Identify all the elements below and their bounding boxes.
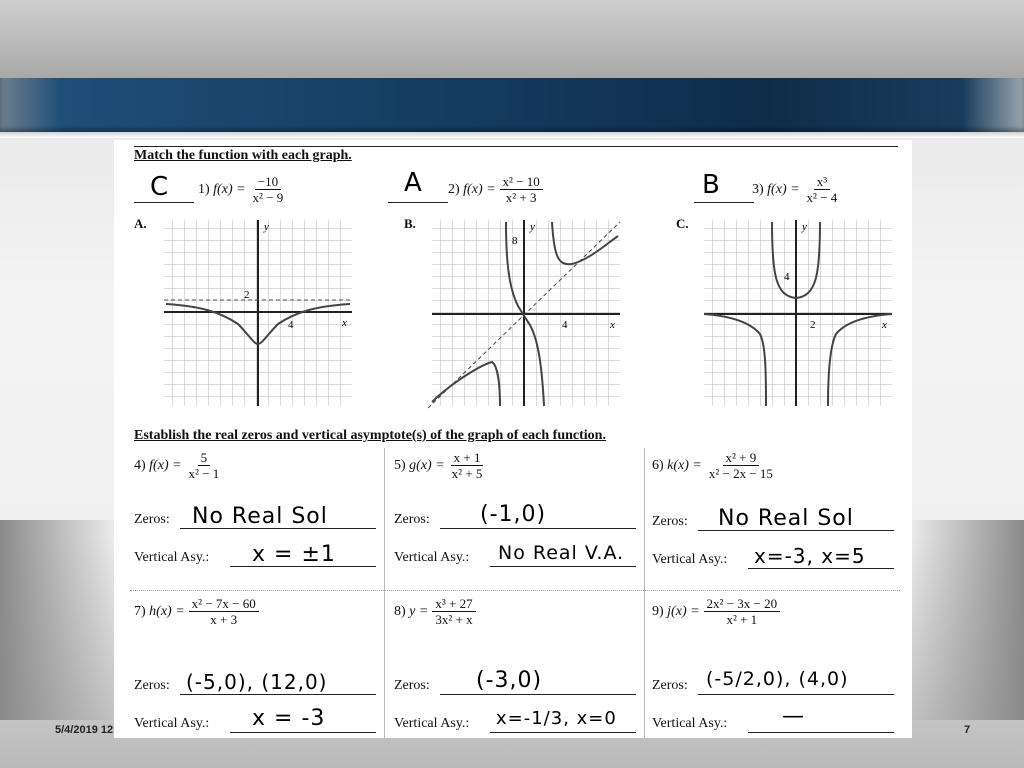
va-label: Vertical Asy.: — [394, 716, 470, 731]
denominator: 3x² + x — [435, 612, 473, 627]
graph-b — [428, 216, 624, 410]
function-lhs: f(x) = — [767, 181, 800, 197]
numerator: −10 — [255, 174, 281, 190]
va-blank-8 — [490, 732, 636, 733]
va-blank-6 — [748, 568, 894, 569]
function-lhs: g(x) = — [409, 457, 445, 473]
problem-4 — [134, 450, 222, 481]
denominator: x² + 3 — [505, 190, 537, 205]
zeros-label: Zeros: — [134, 512, 170, 527]
zeros-blank-9 — [698, 694, 894, 695]
fraction — [500, 174, 543, 205]
problem-number: 4) — [134, 457, 146, 473]
zeros-answer-8: (-3,0) — [476, 668, 543, 693]
zeros-label: Zeros: — [652, 514, 688, 529]
footer-page-number: 7 — [964, 724, 971, 736]
footer-date: 5/4/2019 12 — [55, 724, 114, 736]
numerator: x + 1 — [451, 450, 484, 466]
graph-a — [160, 216, 356, 410]
section2-title: Establish the real zeros and vertical asymptote(s) of the graph of each function. — [134, 428, 606, 443]
y-mark: 2 — [244, 289, 250, 301]
problem-number: 7) — [134, 603, 146, 619]
fraction — [250, 174, 287, 205]
fraction — [704, 596, 781, 627]
function-lhs: f(x) = — [463, 181, 496, 197]
denominator: x + 3 — [210, 612, 238, 627]
problem-number: 9) — [652, 603, 664, 619]
slide-title-band — [0, 78, 1024, 132]
denominator: x² + 1 — [726, 612, 758, 627]
zeros-blank-7 — [180, 694, 376, 695]
function-lhs: f(x) = — [213, 181, 246, 197]
va-answer-9: — — [782, 704, 805, 729]
denominator: x² + 5 — [451, 466, 483, 481]
va-answer-8: x=-1/3, x=0 — [496, 708, 617, 729]
problem-9 — [652, 596, 780, 627]
worksheet-image — [114, 140, 912, 738]
zeros-label: Zeros: — [394, 678, 430, 693]
zeros-blank-5 — [440, 528, 636, 529]
match-problem-3 — [752, 174, 840, 205]
va-label: Vertical Asy.: — [394, 550, 470, 565]
x-mark: 4 — [562, 319, 568, 331]
problem-7 — [134, 596, 259, 627]
zeros-blank-8 — [440, 694, 636, 695]
zeros-label: Zeros: — [394, 512, 430, 527]
x-axis-label: x — [882, 319, 887, 331]
x-axis-label: x — [610, 319, 615, 331]
zeros-answer-9: (-5/2,0), (4,0) — [706, 668, 849, 690]
section1-title: Match the function with each graph. — [134, 148, 352, 163]
problem-number: 1) — [198, 181, 210, 197]
x-mark: 4 — [288, 319, 294, 331]
va-answer-5: No Real V.A. — [498, 542, 625, 564]
function-lhs: h(x) = — [149, 603, 185, 619]
va-label: Vertical Asy.: — [134, 716, 210, 731]
zeros-answer-7: (-5,0), (12,0) — [186, 670, 328, 694]
answer-blank-3 — [694, 202, 754, 203]
answer-3: B — [702, 170, 721, 200]
va-label: Vertical Asy.: — [134, 550, 210, 565]
numerator: x² − 7x − 60 — [189, 596, 259, 612]
graph-a-label: A. — [134, 216, 147, 231]
x-mark: 2 — [810, 319, 816, 331]
va-answer-4: x = ±1 — [252, 542, 336, 567]
va-answer-6: x=-3, x=5 — [754, 544, 866, 568]
slide-header-bar — [0, 0, 1024, 78]
problem-8 — [394, 596, 476, 627]
zeros-label: Zeros: — [652, 678, 688, 693]
numerator: 5 — [198, 450, 211, 466]
va-answer-7: x = -3 — [252, 706, 326, 731]
va-label: Vertical Asy.: — [652, 716, 728, 731]
left-shade — [0, 520, 120, 720]
numerator: 2x² − 3x − 20 — [704, 596, 781, 612]
numerator: x³ — [814, 174, 830, 190]
right-shade — [904, 520, 1024, 720]
y-mark: 4 — [784, 271, 790, 283]
denominator: x² − 9 — [252, 190, 284, 205]
answer-blank-1 — [134, 202, 194, 203]
problem-number: 3) — [752, 181, 764, 197]
zeros-answer-4: No Real Sol — [192, 504, 328, 529]
match-problem-1 — [198, 174, 286, 205]
va-label: Vertical Asy.: — [652, 552, 728, 567]
va-blank-5 — [490, 566, 636, 567]
problem-number: 2) — [448, 181, 460, 197]
graph-b-label: B. — [404, 216, 416, 231]
function-lhs: f(x) = — [149, 457, 182, 473]
problem-6 — [652, 450, 776, 481]
title-band-divider — [0, 132, 1024, 138]
x-axis-label: x — [342, 317, 347, 329]
fraction — [804, 174, 841, 205]
va-blank-7 — [230, 732, 376, 733]
function-lhs: y = — [409, 603, 429, 619]
answer-2: A — [404, 168, 423, 198]
y-mark: 8 — [512, 235, 518, 247]
problem-number: 8) — [394, 603, 406, 619]
denominator: x² − 4 — [806, 190, 838, 205]
function-lhs: k(x) = — [667, 457, 702, 473]
problem-number: 5) — [394, 457, 406, 473]
zeros-label: Zeros: — [134, 678, 170, 693]
column-divider-2 — [644, 448, 645, 738]
y-axis-label: y — [802, 221, 807, 233]
problem-5 — [394, 450, 485, 481]
fraction — [706, 450, 776, 481]
top-rule — [134, 146, 898, 147]
fraction — [186, 450, 223, 481]
answer-blank-2 — [388, 202, 448, 203]
match-problem-2 — [448, 174, 543, 205]
numerator: x³ + 27 — [432, 596, 475, 612]
answer-1: C — [150, 172, 170, 202]
denominator: x² − 1 — [188, 466, 220, 481]
zeros-answer-5: (-1,0) — [480, 502, 547, 527]
column-divider-1 — [384, 448, 385, 738]
y-axis-label: y — [530, 221, 535, 233]
va-blank-9 — [748, 732, 894, 733]
function-lhs: j(x) = — [667, 603, 700, 619]
y-axis-label: y — [264, 221, 269, 233]
numerator: x² − 10 — [500, 174, 543, 190]
graph-c-label: C. — [676, 216, 689, 231]
row-divider — [130, 590, 900, 591]
fraction — [189, 596, 259, 627]
problem-number: 6) — [652, 457, 664, 473]
denominator: x² − 2x − 15 — [708, 466, 773, 481]
zeros-answer-6: No Real Sol — [718, 506, 854, 531]
fraction — [449, 450, 486, 481]
fraction — [432, 596, 475, 627]
graph-c — [700, 216, 896, 410]
numerator: x² + 9 — [723, 450, 760, 466]
